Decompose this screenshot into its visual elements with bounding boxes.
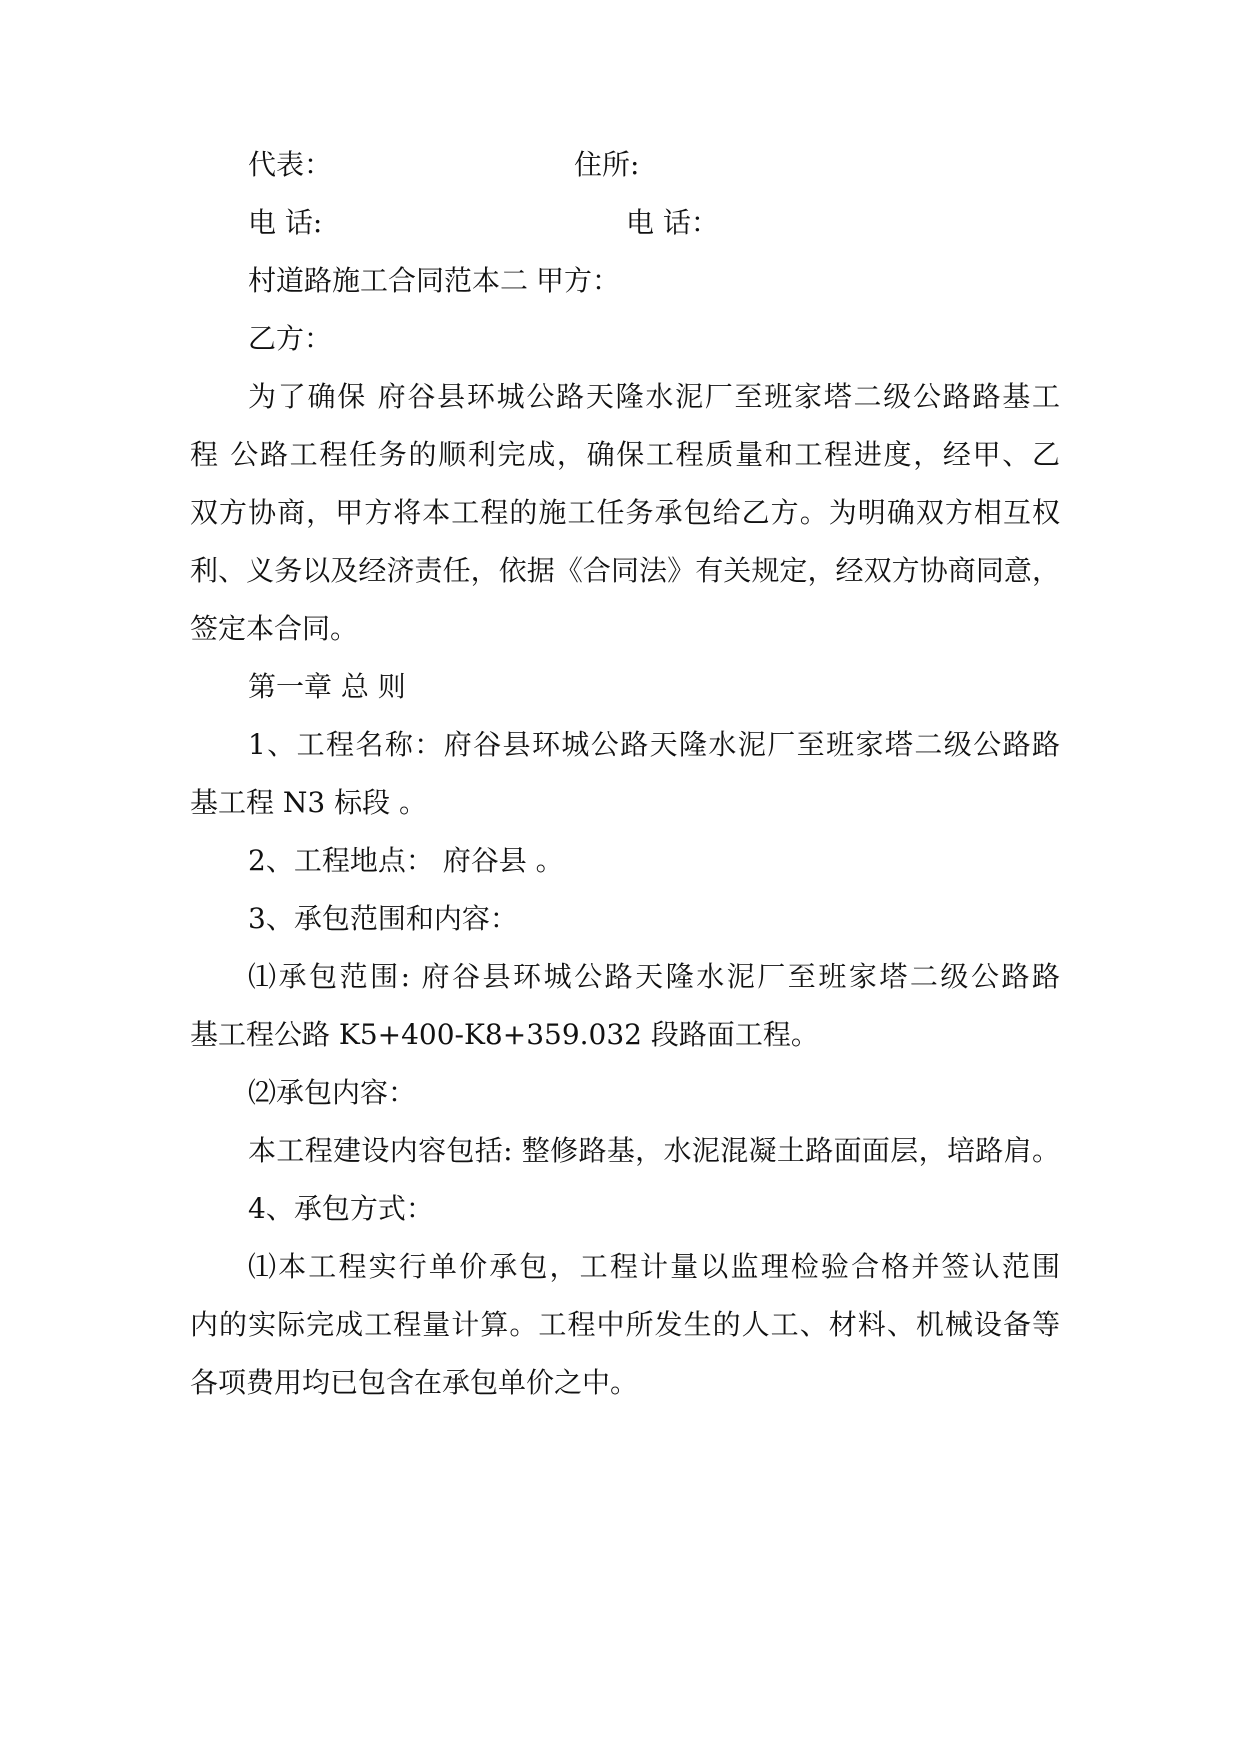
item3-2-text: 本工程建设内容包括: 整修路基，水泥混凝土路面面层，培路肩。: [248, 1134, 1060, 1167]
party-a-label: 甲方：: [536, 264, 621, 297]
item3-1-line-1: ⑴承包范围: 府谷县环城公路天隆水泥厂至班家塔二级公路路: [248, 960, 1060, 993]
intro-line-5: 签定本合同。: [190, 612, 359, 645]
item4-1-line-1: ⑴本工程实行单价承包，工程计量以监理检验合格并签认范围: [248, 1250, 1060, 1283]
item3-2: ⑵承包内容：: [248, 1076, 417, 1109]
item1-line-1: 1、工程名称：府谷县环城公路天隆水泥厂至班家塔二级公路路: [248, 728, 1060, 761]
party-b-label: 乙方：: [248, 322, 333, 355]
intro-line-2: 程 公路工程任务的顺利完成，确保工程质量和工程进度，经甲、乙: [190, 438, 1060, 471]
chapter-heading: 第一章 总 则: [248, 670, 406, 703]
item3: 3、承包范围和内容：: [248, 902, 518, 935]
item2: 2、工程地点： 府谷县 。: [248, 844, 564, 877]
item4: 4、承包方式：: [248, 1192, 434, 1225]
item1-line-2: 基工程 N3 标段 。: [190, 786, 428, 819]
document-title: 村道路施工合同范本二: [248, 264, 529, 297]
item3-1-line-2: 基工程公路 K5+400-K8+359.032 段路面工程。: [190, 1018, 819, 1051]
representative-label: 代表：: [248, 148, 333, 181]
phone-label-left: 电 话:: [248, 206, 323, 239]
intro-line-3: 双方协商，甲方将本工程的施工任务承包给乙方。为明确双方相互权: [190, 496, 1060, 529]
phone-label-right: 电 话：: [626, 206, 719, 239]
item4-1-line-3: 各项费用均已包含在承包单价之中。: [190, 1366, 639, 1399]
address-label: 住所:: [574, 148, 640, 181]
intro-line-1: 为了确保 府谷县环城公路天隆水泥厂至班家塔二级公路路基工: [248, 380, 1060, 413]
item4-1-line-2: 内的实际完成工程量计算。工程中所发生的人工、材料、机械设备等: [190, 1308, 1060, 1341]
intro-line-4: 利、义务以及经济责任，依据《合同法》有关规定，经双方协商同意，: [190, 554, 1060, 587]
